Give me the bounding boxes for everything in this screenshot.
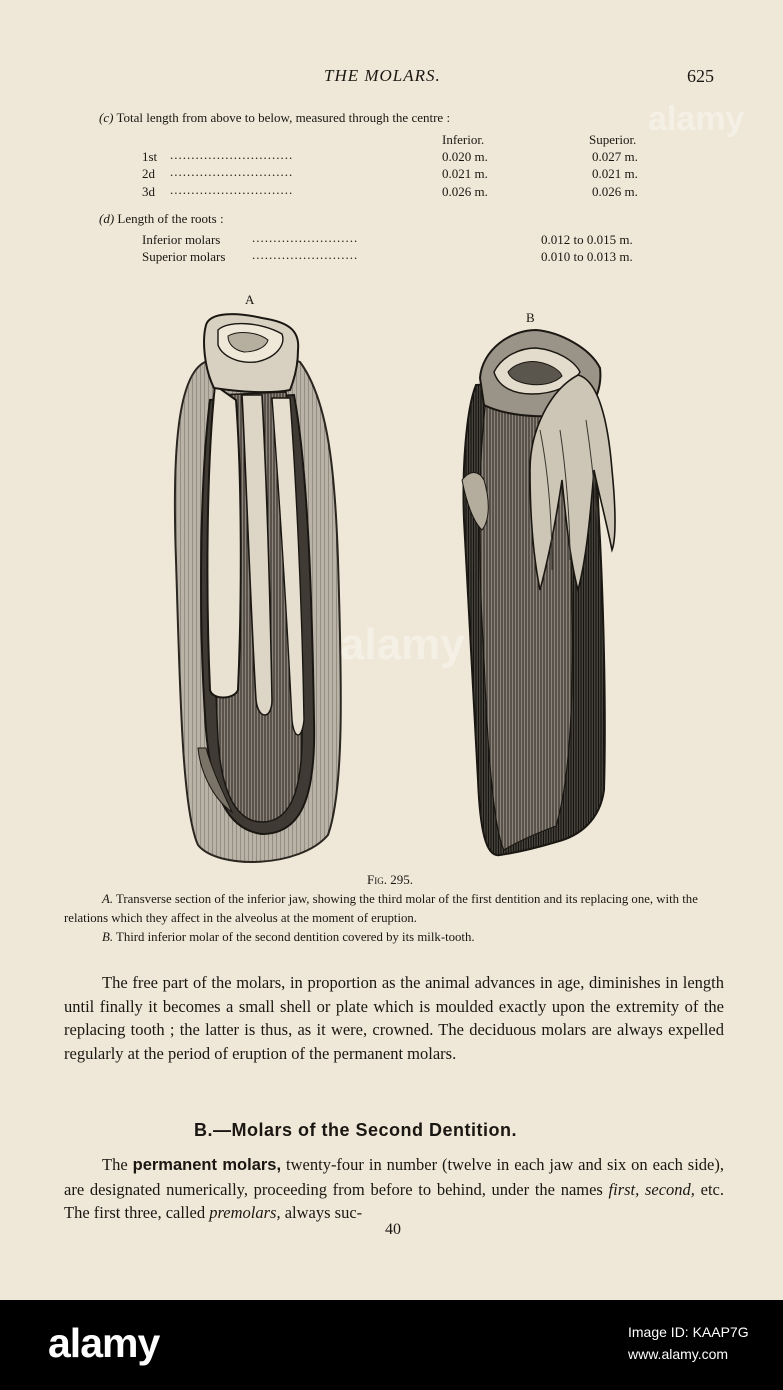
watermark-top-right: alamy bbox=[648, 100, 745, 138]
dot-leader: ............................. bbox=[170, 164, 294, 179]
table-c-label: (c) bbox=[99, 110, 114, 125]
p2-start: The bbox=[102, 1155, 128, 1174]
caption-a-text: Transverse section of the inferior jaw, showing the third molar of the first dentition and its replacing one, with the relations which they affect in the alveolus at the moment of eruption. bbox=[64, 892, 698, 925]
superior-value: 0.027 m. bbox=[592, 149, 638, 164]
col-superior-header: Superior. bbox=[589, 132, 637, 147]
root-length-value: 0.010 to 0.013 m. bbox=[541, 249, 633, 264]
figure-number: Fig. 295. bbox=[367, 872, 413, 887]
figure-a-jaw-section bbox=[175, 314, 341, 862]
dot-leader: ......................... bbox=[252, 230, 359, 245]
alamy-logo: alamy bbox=[48, 1320, 160, 1366]
inferior-value: 0.026 m. bbox=[442, 184, 488, 199]
figure-b-molar bbox=[462, 330, 615, 855]
row-label: 3d bbox=[142, 184, 155, 199]
dot-leader: ......................... bbox=[252, 247, 359, 262]
dot-leader: ............................. bbox=[170, 182, 294, 197]
table-d-heading-text: Length of the roots : bbox=[117, 211, 224, 226]
site-url: www.alamy.com bbox=[628, 1346, 729, 1362]
page-number: 625 bbox=[687, 66, 714, 86]
caption-b-label: B. bbox=[102, 930, 114, 944]
superior-value: 0.021 m. bbox=[592, 166, 638, 181]
running-title: THE MOLARS. bbox=[324, 66, 441, 85]
superior-value: 0.026 m. bbox=[592, 184, 638, 199]
image-id: Image ID: KAAP7G bbox=[628, 1324, 749, 1340]
row-label: 1st bbox=[142, 149, 158, 164]
inferior-value: 0.020 m. bbox=[442, 149, 488, 164]
row-label: 2d bbox=[142, 166, 155, 181]
figure-label-a: A bbox=[245, 292, 255, 307]
row-label: Inferior molars bbox=[142, 232, 221, 247]
dot-leader: ............................. bbox=[170, 147, 294, 162]
inferior-value: 0.021 m. bbox=[442, 166, 488, 181]
p2-end: always suc- bbox=[284, 1203, 363, 1223]
row-label: Superior molars bbox=[142, 249, 226, 264]
p2-etc: etc. The first three, called bbox=[64, 1179, 724, 1223]
caption-b-text: Third inferior molar of the second dentition covered by its milk-tooth. bbox=[116, 930, 475, 944]
caption-b bbox=[64, 928, 724, 947]
watermark-center: alamy bbox=[340, 620, 465, 669]
body-paragraph-2 bbox=[64, 1153, 724, 1225]
p2-term-premolars: premolars, bbox=[209, 1203, 281, 1223]
signature-mark: 40 bbox=[385, 1221, 401, 1238]
stock-footer-bar bbox=[0, 1300, 783, 1390]
col-inferior-header: Inferior. bbox=[442, 132, 485, 147]
p2-term-first: first, bbox=[608, 1179, 640, 1199]
p2-term-permanent-molars: permanent molars, bbox=[132, 1156, 282, 1174]
table-c-heading-text: Total length from above to below, measured through the centre : bbox=[116, 110, 451, 125]
caption-a-label: A. bbox=[102, 892, 114, 906]
table-d-label: (d) bbox=[99, 211, 115, 226]
section-heading: B.—Molars of the Second Dentition. bbox=[194, 1120, 518, 1140]
p2-term-second: second, bbox=[644, 1179, 695, 1199]
root-length-value: 0.012 to 0.015 m. bbox=[541, 232, 633, 247]
body-paragraph-1: The free part of the molars, in proportion as the animal advances in age, diminishes in length until finally it becomes a small shell or plate which is moulded exactly upon the extremity of the replacing tooth ; the latter is thus, as it were, crowned. The deciduous molars are always expelled regularly at the period of eruption of the permanent molars. bbox=[64, 973, 724, 1063]
caption-a bbox=[64, 890, 724, 928]
figure-label-b: B bbox=[526, 310, 535, 325]
p2-mid: twenty-four in number (twelve in each jaw and six on each side), are designated numerically, proceeding from before to behind, under the names bbox=[64, 1155, 724, 1199]
